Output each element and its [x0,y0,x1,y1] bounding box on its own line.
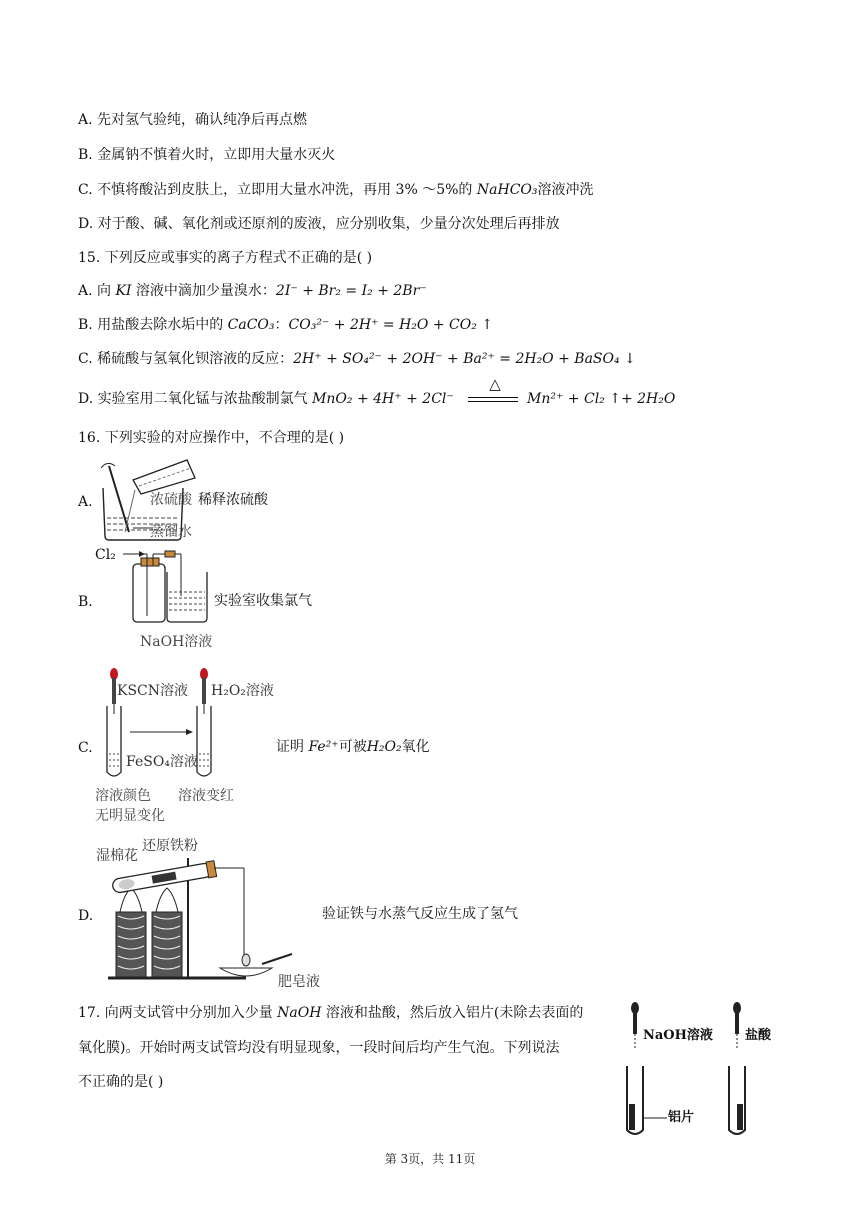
q17-naoh: NaOH [277,1005,322,1021]
q15-d-left: MnO₂ + 4H⁺ + 2Cl⁻ [312,391,454,407]
left-result-line1: 溶液颜色 [95,788,151,804]
right-result: 溶液变红 [178,788,234,804]
q15-option-b [78,315,493,335]
soap-solution-label: 肥皂液 [278,974,320,990]
heat-triangle: △ [489,375,501,393]
q17-line3: 不正确的是( ) [78,1074,164,1090]
q14-option-a: A. 先对氢气验纯，确认纯净后再点燃 [78,112,308,128]
q16-stem: 16. 下列实验的对应操作中，不合理的是( ) [78,430,345,446]
q14-option-c-tail: 溶液冲洗 [537,182,594,198]
q17-line1-text: 17. 向两支试管中分别加入少量 [78,1005,278,1021]
nahco3-formula: NaHCO₃ [476,182,538,198]
q16-c-caption-text: 证明 [276,739,309,755]
q17-line2: 氧化膜)。开始时两支试管均没有明显现象，一段时间后均产生气泡。下列说法 [78,1040,560,1056]
q15-option-a [78,281,427,301]
sulfuric-acid-label: 浓硫酸 [150,492,192,508]
q16-d-caption: 验证铁与水蒸气反应生成了氢气 [322,906,518,922]
aluminum-tubes-figure [615,1000,775,1140]
left-result-line2: 无明显变化 [95,808,165,824]
q15-b-colon: ： [274,317,289,333]
q15-option-c [78,349,636,369]
q15-b-text: B. 用盐酸去除水垢中的 [78,317,228,333]
wet-cotton-label: 湿棉花 [96,848,138,864]
q16-b-letter: B. [78,594,93,610]
feso4-label: FeSO₄溶液 [126,754,198,770]
fig-naoh-label: NaOH溶液 [643,1028,713,1043]
reaction-equals-bars [468,396,518,404]
q17-line1-tail: 溶液和盐酸，然后放入铝片(未除去表面的 [321,1005,584,1021]
q16-c-letter: C. [78,740,93,756]
q14-option-b: B. 金属钠不慎着火时，立即用大量水灭火 [78,147,336,163]
q15-b-caco3: CaCO₃ [227,317,275,333]
q14-option-c-text: C. 不慎将酸沾到皮肤上，立即用大量水冲洗，再用 3% ～5%的 [78,182,477,198]
fig-hcl-label: 盐酸 [745,1028,772,1043]
q16-b-caption: 实验室收集氯气 [214,593,312,609]
q15-b-equation: CO₃²⁻ + 2H⁺ = H₂O + CO₂ ↑ [288,317,493,333]
q16-c-caption-mid: 可被 [338,739,367,755]
page-footer: 第 3页，共 11页 [384,1152,476,1166]
q15-stem: 15. 下列反应或事实的离子方程式不正确的是( ) [78,250,373,266]
fig-al-label: 铝片 [668,1110,695,1125]
naoh-solution-label: NaOH溶液 [140,634,213,650]
q15-d-right: Mn²⁺ + Cl₂ ↑+ 2H₂O [527,391,676,407]
q16-a-letter: A. [78,494,93,510]
q16-c-caption-tail: 氧化 [401,739,430,755]
q16-d-letter: D. [78,908,94,924]
q16-c-caption [276,737,430,757]
q14-option-c [78,180,594,200]
q14-option-d: D. 对于酸、碱、氧化剂或还原剂的废液，应分别收集，少量分次处理后再排放 [78,216,560,232]
q15-c-text: C. 稀硫酸与氢氧化钡溶液的反应： [78,351,294,367]
q15-c-equation: 2H⁺ + SO₄²⁻ + 2OH⁻ + Ba²⁺ = 2H₂O + BaSO₄ ↓ [293,351,636,367]
q15-a-ki: KI [115,283,132,299]
h2o2-formula: H₂O₂ [366,739,402,755]
fe2-ion: Fe²⁺ [308,739,339,755]
q15-a-equation: 2I⁻ + Br₂ = I₂ + 2Br⁻ [275,283,427,299]
cl2-label: Cl₂ [95,547,116,563]
q15-a-mid: 溶液中滴加少量溴水： [131,283,276,299]
q15-d-text: D. 实验室用二氧化锰与浓盐酸制氯气 [78,391,313,407]
q17-line1 [78,1003,583,1023]
iron-powder-label: 还原铁粉 [142,838,198,854]
q15-option-d [78,389,454,409]
kscn-label: KSCN溶液 [117,683,189,699]
distilled-water-label: 蒸馏水 [150,524,192,540]
q15-a-text: A. 向 [78,283,116,299]
q16-a-caption: 稀释浓硫酸 [198,492,268,508]
h2o2-label: H₂O₂溶液 [211,683,274,699]
